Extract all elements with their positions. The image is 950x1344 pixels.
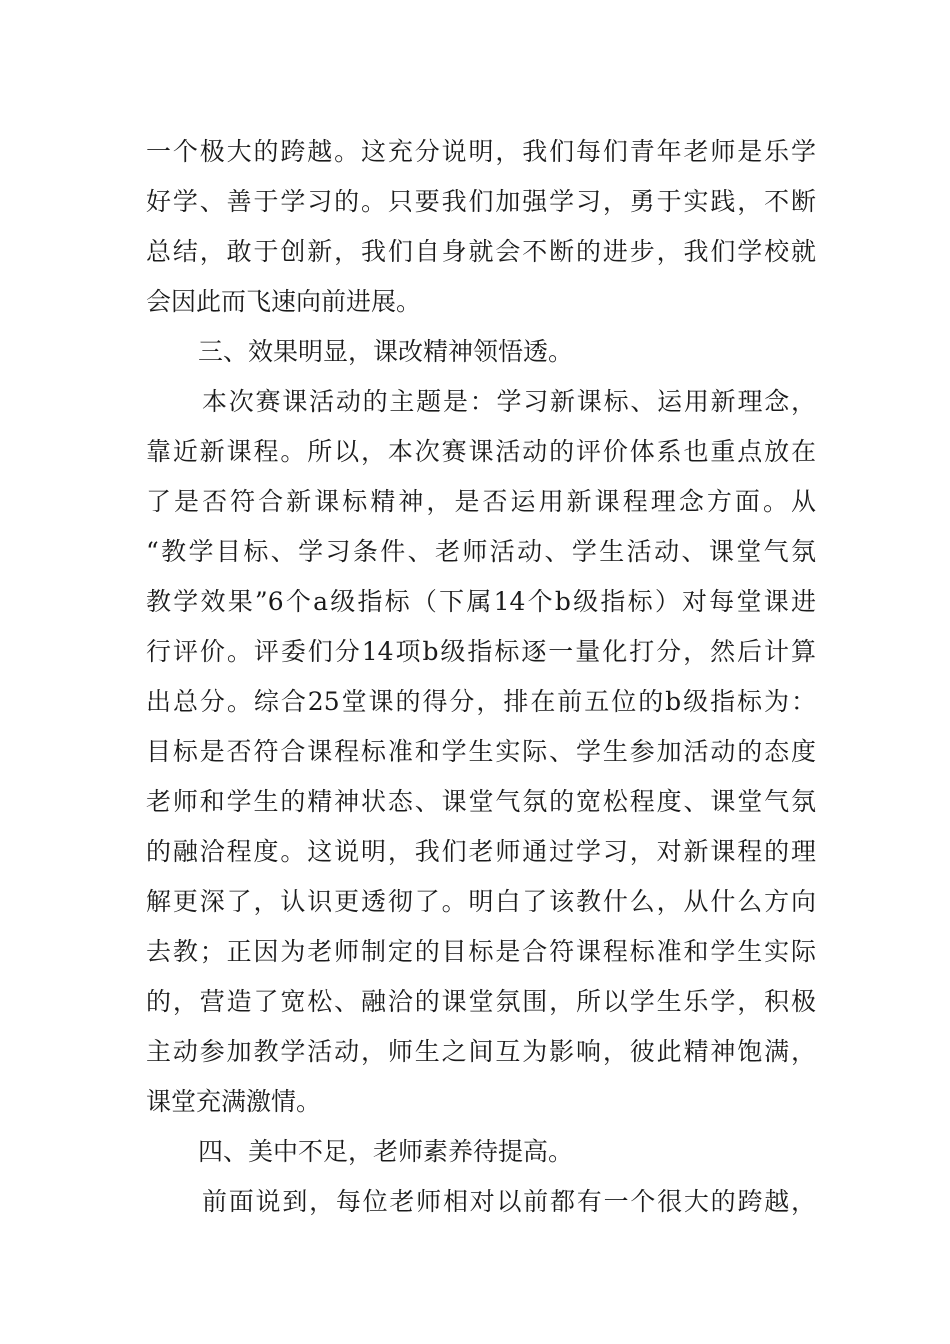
- document-body: [146, 127, 816, 1227]
- body-line: 的融洽程度。这说明，我们老师通过学习，对新课程的理: [146, 837, 816, 866]
- body-line: 总结，敢于创新，我们自身就会不断的进步，我们学校就: [146, 237, 816, 266]
- body-line: 解更深了，认识更透彻了。明白了该教什么，从什么方向: [146, 887, 816, 916]
- body-line: 目标是否符合课程标准和学生实际、学生参加活动的态度: [146, 737, 816, 766]
- body-line: 课堂充满激情。: [146, 1087, 322, 1116]
- body-line: 去教；正因为老师制定的目标是合符课程标准和学生实际: [146, 937, 816, 966]
- body-line: 行评价。评委们分14项b级指标逐一量化打分，然后计算: [146, 637, 816, 666]
- body-line: 出总分。综合25堂课的得分，排在前五位的b级指标为：: [146, 687, 816, 716]
- body-line: 会因此而飞速向前进展。: [146, 287, 422, 316]
- body-line: “教学目标、学习条件、老师活动、学生活动、课堂气氛: [146, 537, 816, 566]
- body-line: 一个极大的跨越。这充分说明，我们每们青年老师是乐学: [146, 137, 816, 166]
- body-line: 主动参加教学活动，师生之间互为影响，彼此精神饱满，: [146, 1037, 816, 1066]
- body-line: 前面说到，每位老师相对以前都有一个很大的跨越，: [202, 1187, 816, 1216]
- section-heading-4: 四、美中不足，老师素养待提高。: [198, 1137, 574, 1166]
- body-line: 的，营造了宽松、融洽的课堂氛围，所以学生乐学，积极: [146, 987, 816, 1016]
- body-line: 本次赛课活动的主题是：学习新课标、运用新理念，: [202, 387, 816, 416]
- section-heading-3: 三、效果明显，课改精神领悟透。: [198, 337, 574, 366]
- body-line: 了是否符合新课标精神，是否运用新课程理念方面。从: [146, 487, 816, 516]
- body-line: 老师和学生的精神状态、课堂气氛的宽松程度、课堂气氛: [146, 787, 816, 816]
- body-line: 好学、善于学习的。只要我们加强学习，勇于实践，不断: [146, 187, 816, 216]
- body-line: 教学效果”6个a级指标（下属14个b级指标）对每堂课进: [146, 587, 816, 616]
- body-line: 靠近新课程。所以，本次赛课活动的评价体系也重点放在: [146, 437, 816, 466]
